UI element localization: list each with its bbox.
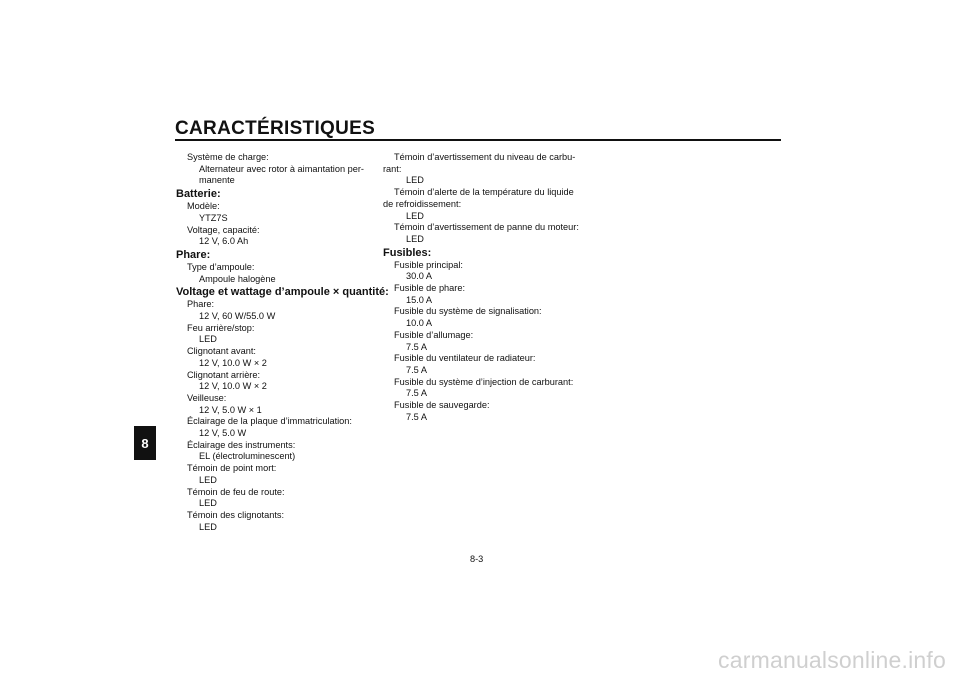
engine-trouble-warning-value: LED (406, 233, 424, 244)
chapter-tab: 8 (134, 426, 156, 460)
fuse-label: Fusible du ventilateur de radiateur: (394, 353, 536, 364)
battery-model-value: YTZ7S (199, 212, 228, 223)
watermark: carmanualsonline.info (718, 647, 946, 673)
spec-value: 12 V, 10.0 W × 2 (199, 381, 267, 392)
spec-label: Clignotant avant: (187, 346, 256, 357)
headlight-heading: Phare: (176, 248, 211, 261)
spec-value: 12 V, 10.0 W × 2 (199, 357, 267, 368)
fuse-value: 7.5 A (406, 341, 427, 352)
page-number: 8-3 (470, 554, 484, 564)
spec-value: LED (199, 474, 217, 485)
fuse-value: 7.5 A (406, 364, 427, 375)
fuse-label: Fusible de sauvegarde: (394, 400, 490, 411)
bulb-type-label: Type d’ampoule: (187, 261, 255, 272)
fuse-value: 7.5 A (406, 411, 427, 422)
charging-system-label: Système de charge: (187, 152, 269, 162)
coolant-warning-label-cont: de refroidissement: (383, 198, 462, 209)
spec-value: EL (électroluminescent) (199, 451, 296, 462)
fuel-level-warning-label: Témoin d’avertissement du niveau de carbu- (394, 152, 576, 162)
fuse-value: 30.0 A (406, 271, 433, 282)
fuse-value: 10.0 A (406, 318, 433, 329)
charging-system-value-cont: manente (199, 175, 235, 186)
fuse-label: Fusible d’allumage: (394, 329, 474, 340)
coolant-warning-value: LED (406, 210, 424, 221)
spec-column-left (176, 152, 389, 533)
engine-trouble-warning-label: Témoin d’avertissement de panne du moteur: (394, 222, 579, 233)
charging-system-value: Alternateur avec rotor à aimantation per- (199, 163, 364, 174)
spec-value: 12 V, 5.0 W (199, 428, 247, 439)
page-title: CARACTÉRISTIQUES (175, 118, 376, 139)
spec-value: LED (199, 521, 217, 532)
fuse-value: 15.0 A (406, 294, 433, 305)
title-rule (175, 139, 781, 141)
spec-label: Éclairage de la plaque d’immatriculation: (187, 416, 352, 427)
spec-value: LED (199, 498, 217, 509)
bulb-type-value: Ampoule halogène (199, 273, 276, 284)
spec-value: 12 V, 60 W/55.0 W (199, 311, 276, 322)
spec-label: Témoin de point mort: (187, 463, 277, 474)
spec-label: Éclairage des instruments: (187, 439, 296, 450)
fuse-label: Fusible principal: (394, 259, 463, 270)
bulb-voltage-heading: Voltage et wattage d’ampoule × quantité: (176, 286, 389, 299)
spec-label: Témoin de feu de route: (187, 486, 285, 497)
battery-heading: Batterie: (176, 188, 221, 201)
spec-value: 12 V, 5.0 W × 1 (199, 404, 262, 415)
fuse-label: Fusible du système de signalisation: (394, 306, 542, 317)
coolant-warning-label: Témoin d’alerte de la température du liquide (394, 187, 574, 198)
spec-label: Phare: (187, 299, 215, 310)
spec-value: LED (199, 334, 217, 345)
fuse-value: 7.5 A (406, 388, 427, 399)
spec-column-right (383, 152, 579, 423)
fuses-heading: Fusibles: (383, 246, 432, 259)
battery-model-label: Modèle: (187, 201, 220, 212)
battery-capacity-value: 12 V, 6.0 Ah (199, 236, 249, 247)
fuse-label: Fusible de phare: (394, 283, 465, 294)
spec-label: Clignotant arrière: (187, 369, 261, 380)
battery-capacity-label: Voltage, capacité: (187, 224, 260, 235)
spec-label: Veilleuse: (187, 392, 227, 403)
fuel-level-warning-value: LED (406, 175, 424, 186)
spec-label: Témoin des clignotants: (187, 509, 285, 520)
spec-label: Feu arrière/stop: (187, 322, 255, 333)
fuse-label: Fusible du système d’injection de carburant: (394, 376, 574, 387)
fuel-level-warning-label-cont: rant: (383, 163, 402, 174)
